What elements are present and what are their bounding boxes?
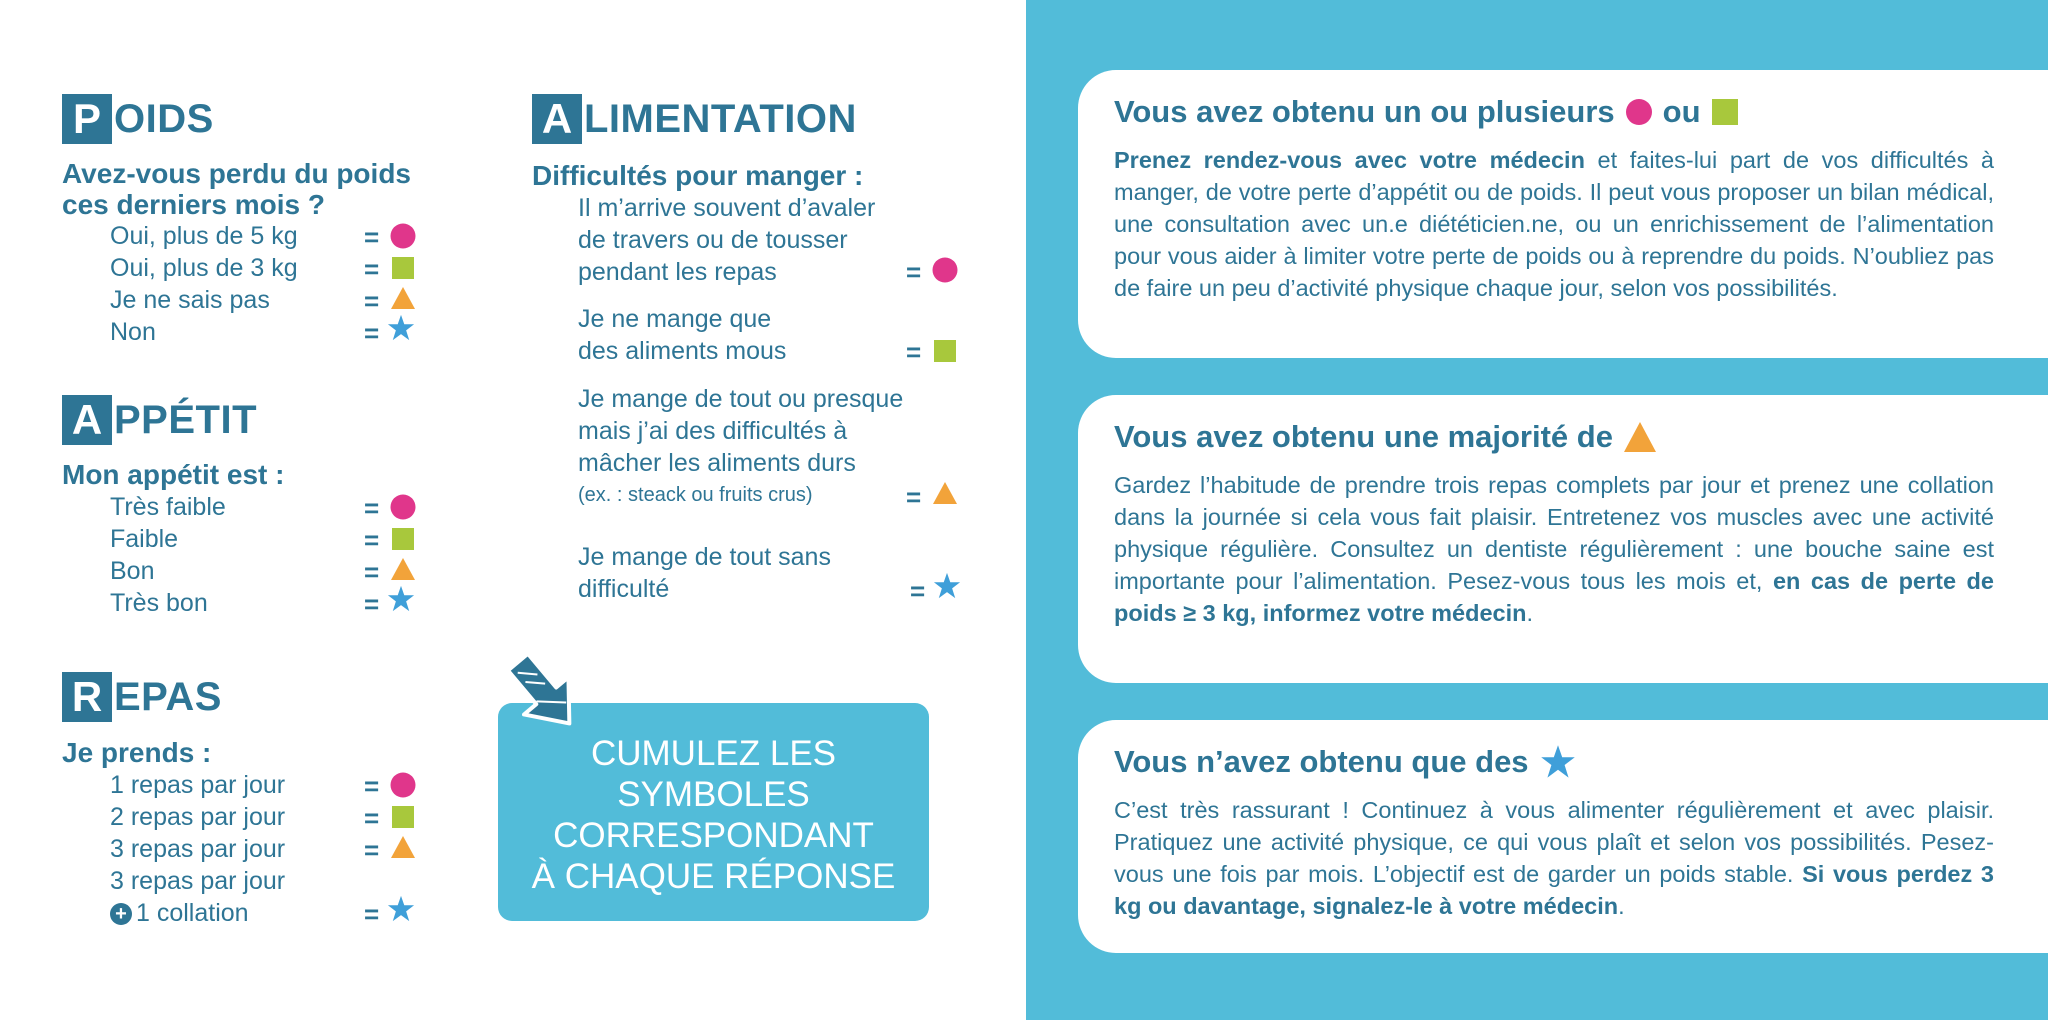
pink-circle-icon [931, 256, 959, 284]
equals-sign: = [906, 482, 922, 512]
answer-text: Très bon [110, 589, 208, 617]
equals-sign: = [364, 835, 380, 865]
answer-text: Oui, plus de 3 kg [110, 254, 298, 282]
alimentation-item: Je ne mange que des aliments mous [578, 305, 787, 365]
orange-triangle-icon [931, 479, 959, 507]
equals-sign: = [906, 257, 922, 287]
orange-triangle-icon [389, 833, 417, 861]
appetit-question: Mon appétit est : [62, 459, 285, 490]
section-header-repas [62, 672, 222, 722]
green-square-icon [389, 803, 417, 831]
plus-icon: + [110, 903, 132, 925]
answer-text: 3 repas par jour [110, 835, 286, 863]
drop-letter: A [62, 395, 112, 445]
answer-text: + 1 collation [110, 898, 249, 928]
blue-star-icon [387, 585, 415, 613]
result-card-star [1078, 720, 2048, 953]
equals-sign: = [364, 318, 380, 348]
equals-sign: = [364, 286, 380, 316]
section-title: OIDS [114, 96, 214, 141]
card-body: Gardez l’habitude de prendre trois repas complets par jour et prenez une collation dans la journée si cela vous fait plaisir. Entretenez vos muscles avec une activité physique régulière. Consultez un dentiste régulièrement : une bouche saine est importante pour l’alimentation. Pesez-vous tous les mois et, en cas de perte de poids ≥ 3 kg, informez votre médecin. [1114, 472, 1994, 626]
pink-circle-icon [389, 771, 417, 799]
equals-sign: = [910, 576, 926, 606]
result-card-triangle [1078, 395, 2048, 683]
answer-text: Oui, plus de 5 kg [110, 222, 298, 250]
section-header-alimentation [532, 94, 857, 144]
answer-text: Non [110, 318, 156, 346]
blue-star-icon [1539, 744, 1577, 780]
repas-question: Je prends : [62, 737, 212, 768]
blue-star-icon [387, 895, 415, 923]
result-card-circle-square [1078, 70, 2048, 358]
card-body: C’est très rassurant ! Continuez à vous alimenter régulièrement et avec plaisir. Pratiquez une activité physique, ce qui vous plaît et selon vos possibilités. Pesez-vous une fois par mois. L’objectif est de garder un poids stable. Si vous perdez 3 kg ou davantage, signalez-le à votre médecin. [1114, 797, 1994, 919]
equals-sign: = [364, 899, 380, 929]
orange-triangle-icon [389, 284, 417, 312]
answer-text: Bon [110, 557, 155, 585]
green-square-icon [389, 525, 417, 553]
green-square-icon [1711, 98, 1739, 126]
equals-sign: = [364, 771, 380, 801]
answer-text: Très faible [110, 493, 226, 521]
section-title: PPÉTIT [114, 397, 258, 442]
section-title: LIMENTATION [584, 96, 857, 141]
equals-sign: = [364, 589, 380, 619]
drop-letter: R [62, 672, 112, 722]
orange-triangle-icon [389, 555, 417, 583]
card-title: Vous n’avez obtenu que des [1114, 742, 2042, 782]
answer-text: 3 repas par jour [110, 867, 286, 895]
equals-sign: = [906, 337, 922, 367]
section-header-poids [62, 94, 214, 144]
card-body: Prenez rendez-vous avec votre médecin et faites-lui part de vos difficultés à manger, de votre perte d’appétit ou de poids. Il peut vous proposer un bilan médical, une consultation avec un.e diététicien.ne, ou un enrichissement de l’alimentation pour vous aider à limiter votre perte de poids ou à reprendre du poids. N’oubliez pas de faire un peu d’activité physique chaque jour, selon vos possibilités. [1114, 147, 1994, 301]
answer-text: 2 repas par jour [110, 803, 286, 831]
equals-sign: = [364, 803, 380, 833]
arrow-down-right-icon [498, 645, 588, 740]
alimentation-item: Je mange de tout sans difficulté [578, 543, 831, 603]
poids-question: Avez-vous perdu du poids ces derniers mois ? [62, 158, 411, 220]
alimentation-question: Difficultés pour manger : [532, 160, 864, 191]
equals-sign: = [364, 254, 380, 284]
section-header-appetit [62, 395, 257, 445]
blue-star-icon [933, 572, 961, 600]
equals-sign: = [364, 493, 380, 523]
pink-circle-icon [1625, 98, 1653, 126]
blue-star-icon [387, 314, 415, 342]
drop-letter: P [62, 94, 112, 144]
section-title: EPAS [114, 674, 222, 719]
equals-sign: = [364, 222, 380, 252]
cumul-instruction-box: CUMULEZ LES SYMBOLES CORRESPONDANT À CHAQUE RÉPONSE [498, 703, 929, 921]
drop-letter: A [532, 94, 582, 144]
answer-text: Faible [110, 525, 179, 553]
green-square-icon [931, 337, 959, 365]
equals-sign: = [364, 525, 380, 555]
pink-circle-icon [389, 222, 417, 250]
alimentation-item: Je mange de tout ou presque mais j’ai des difficultés à mâcher les aliments durs (ex. : steack ou fruits crus) [578, 385, 904, 506]
pink-circle-icon [389, 493, 417, 521]
orange-triangle-icon [1623, 421, 1657, 453]
answer-text: 1 repas par jour [110, 771, 286, 799]
answer-text: Je ne sais pas [110, 286, 270, 314]
green-square-icon [389, 254, 417, 282]
card-title: Vous avez obtenu une majorité de [1114, 417, 2042, 457]
alimentation-item: Il m’arrive souvent d’avaler de travers ou de tousser pendant les repas [578, 194, 876, 286]
card-title: Vous avez obtenu un ou plusieurs ou [1114, 92, 2042, 132]
equals-sign: = [364, 557, 380, 587]
